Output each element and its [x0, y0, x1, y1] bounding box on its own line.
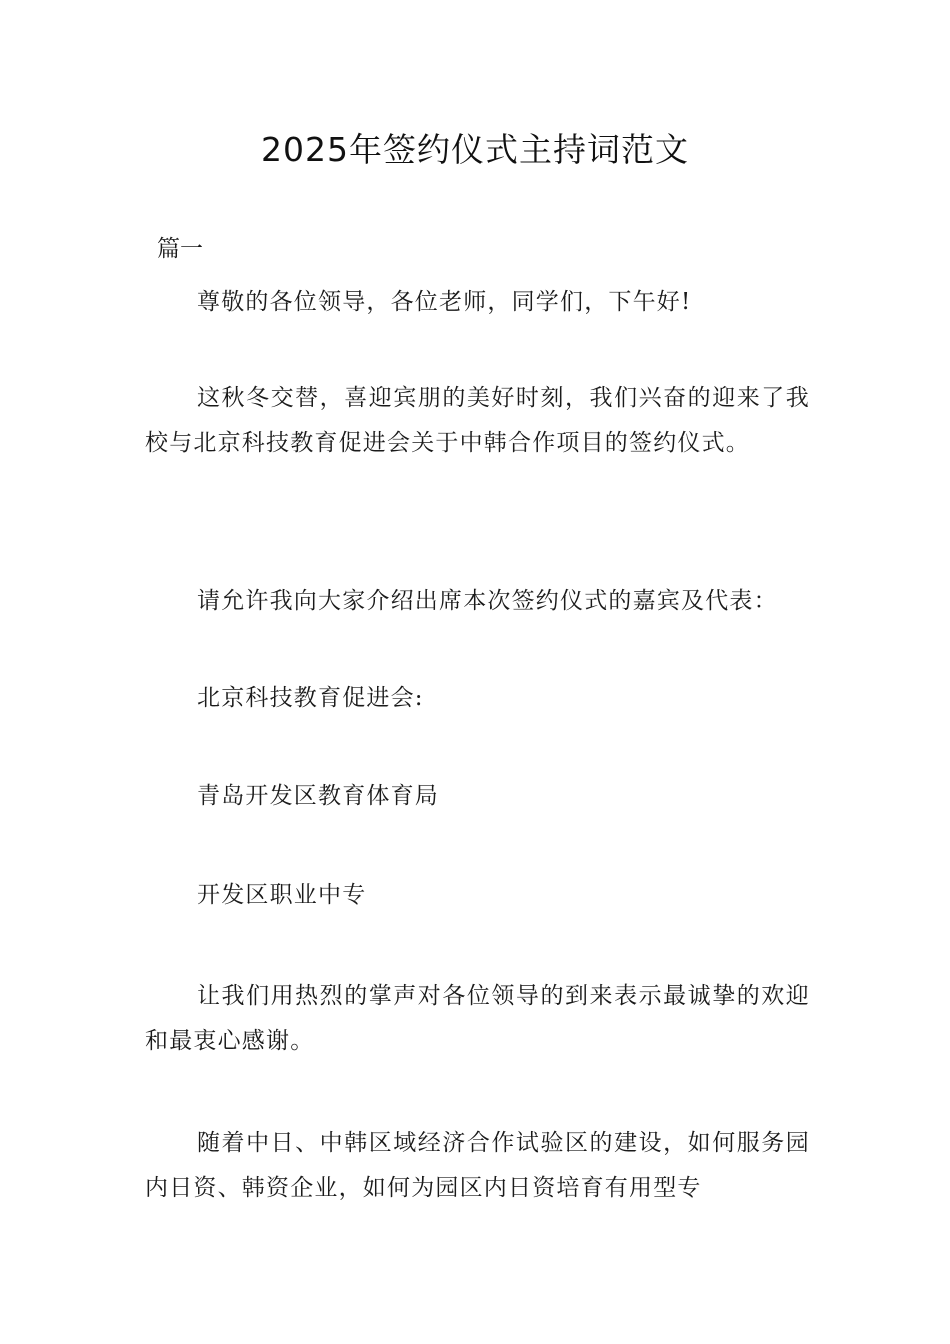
paragraph-welcome: 让我们用热烈的掌声对各位领导的到来表示最诚挚的欢迎和最衷心感谢。: [145, 983, 810, 1054]
section-label: 篇一: [157, 236, 203, 262]
paragraph-guest-1: 北京科技教育促进会:: [197, 685, 424, 711]
document-title: 2025年签约仪式主持词范文: [261, 130, 689, 169]
paragraph-introduction: 请允许我向大家介绍出席本次签约仪式的嘉宾及代表：: [197, 588, 778, 614]
paragraph-greeting: 尊敬的各位领导，各位老师，同学们，下午好!: [197, 289, 692, 315]
paragraph-guest-3: 开发区职业中专: [197, 882, 367, 908]
paragraph-guest-2: 青岛开发区教育体育局: [197, 783, 439, 809]
paragraph-background: 随着中日、中韩区域经济合作试验区的建设，如何服务园内日资、韩资企业，如何为园区内日资培育有用型专: [145, 1130, 810, 1201]
paragraph-opening: 这秋冬交替，喜迎宾朋的美好时刻，我们兴奋的迎来了我校与北京科技教育促进会关于中韩合作项目的签约仪式。: [145, 385, 810, 456]
